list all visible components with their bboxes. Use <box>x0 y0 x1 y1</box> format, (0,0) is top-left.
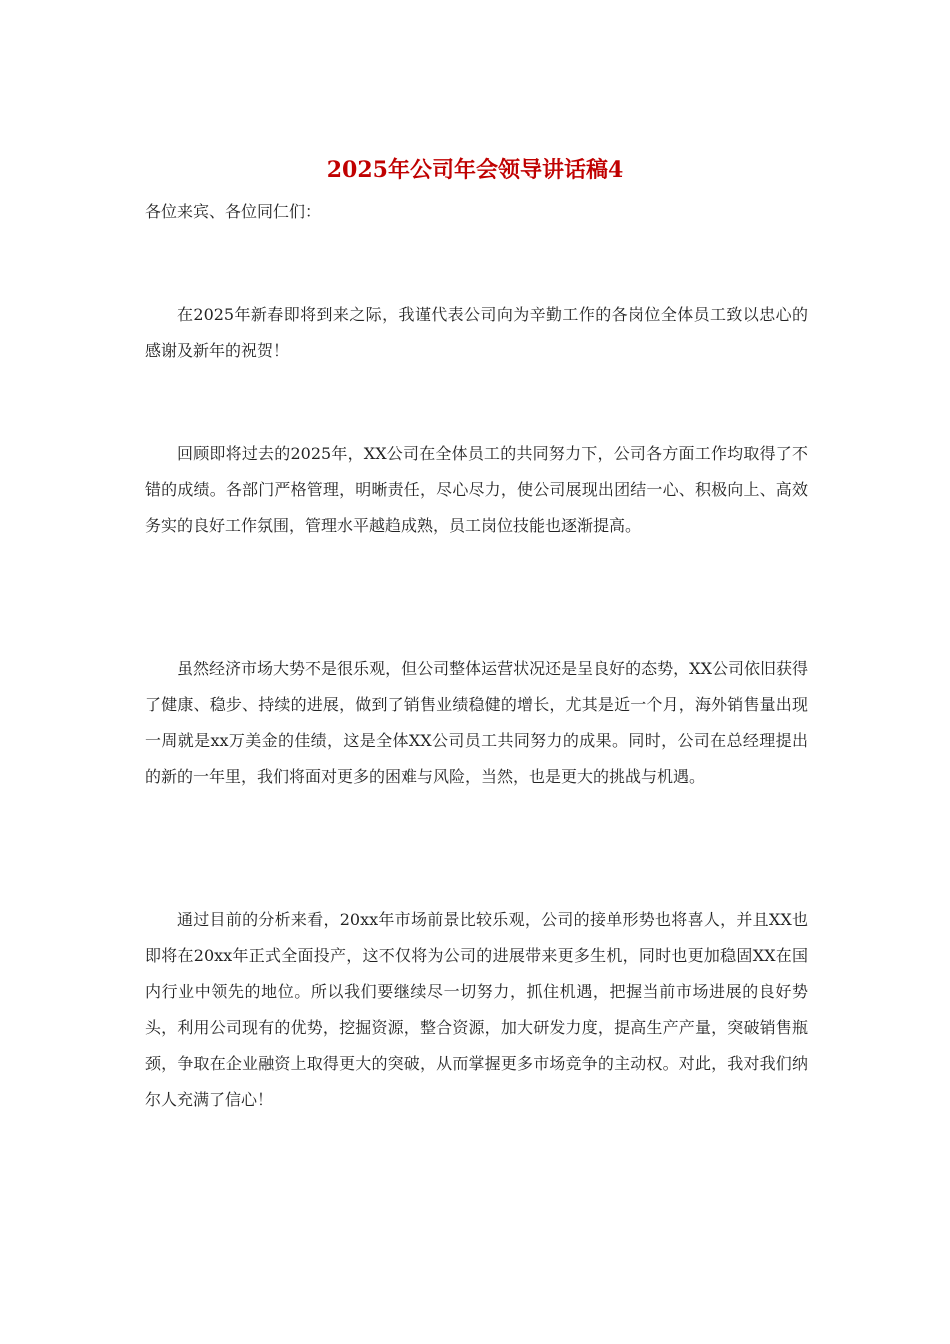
paragraph-2: 回顾即将过去的2025年，XX公司在全体员工的共同努力下，公司各方面工作均取得了不错的成绩。各部门严格管理，明晰责任，尽心尽力，使公司展现出团结一心、积极向上、高效务实的良好工作氛围，管理水平越趋成熟，员工岗位技能也逐渐提高。 <box>145 444 808 535</box>
greeting: 各位来宾、各位同仁们： <box>145 202 322 221</box>
paragraph-4: 通过目前的分析来看，20xx年市场前景比较乐观，公司的接单形势也将喜人，并且XX也即将在20xx年正式全面投产，这不仅将为公司的进展带来更多生机，同时也更加稳固XX在国内行业中领先的地位。所以我们要继续尽一切努力，抓住机遇，把握当前市场进展的良好势头，利用公司现有的优势，挖掘资源，整合资源，加大研发力度，提高生产产量，突破销售瓶颈，争取在企业融资上取得更大的突破，从而掌握更多市场竞争的主动权。对此，我对我们纳尔人充满了信心！ <box>145 910 808 1109</box>
paragraph-3: 虽然经济市场大势不是很乐观，但公司整体运营状况还是呈良好的态势，XX公司依旧获得了健康、稳步、持续的进展，做到了销售业绩稳健的增长，尤其是近一个月，海外销售量出现一周就是xx万美金的佳绩，这是全体XX公司员工共同努力的成果。同时，公司在总经理提出的新的一年里，我们将面对更多的困难与风险，当然，也是更大的挑战与机遇。 <box>145 659 808 786</box>
paragraph-1: 在2025年新春即将到来之际，我谨代表公司向为辛勤工作的各岗位全体员工致以忠心的感谢及新年的祝贺！ <box>145 305 808 360</box>
document-title: 2025年公司年会领导讲话稿4 <box>326 157 624 183</box>
